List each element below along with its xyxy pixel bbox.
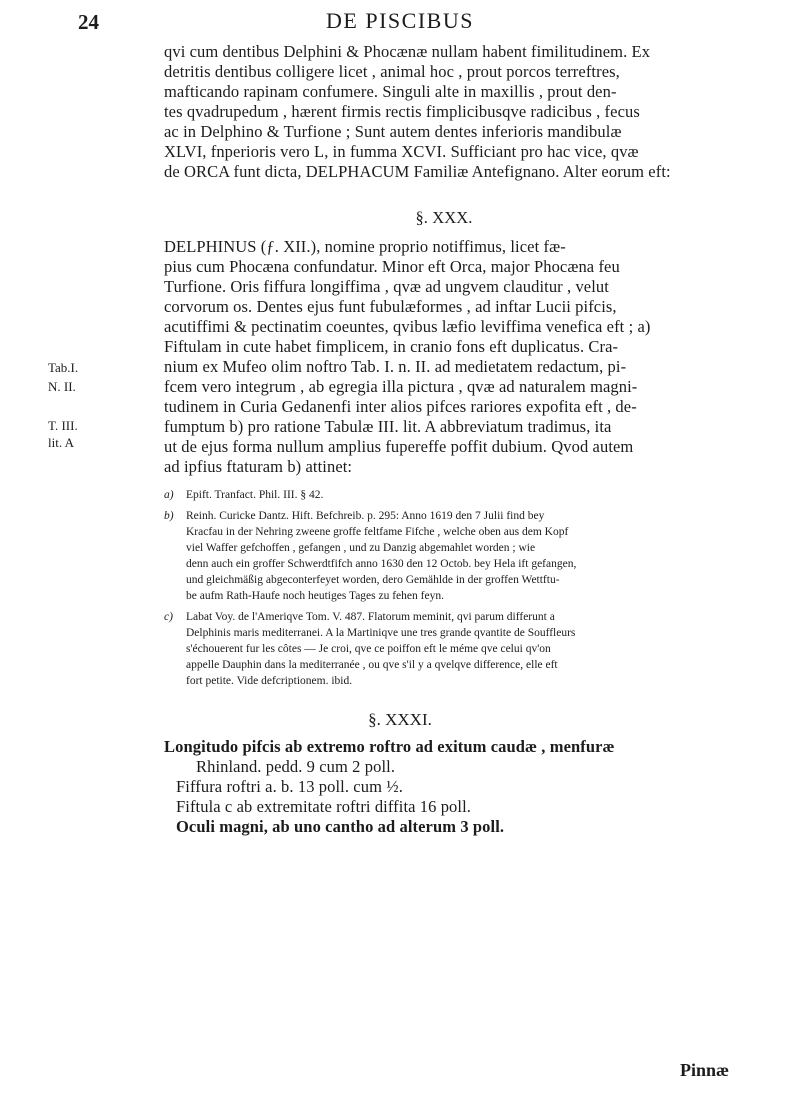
footnote-text: denn auch ein groffer Schwerdtfifch anno 1630 den 12 Octob. bey Hela ift gefangen, <box>186 558 577 570</box>
section-heading: §. XXX. <box>415 208 473 227</box>
footnote-marker: a) <box>164 489 174 501</box>
text-line: pius cum Phocæna confundatur. Minor eft Orca, major Phocæna feu <box>164 257 620 276</box>
text-line: ad ipfius ftaturam b) attinet: <box>164 457 353 476</box>
footnote-marker: b) <box>164 510 174 522</box>
footnote-text: Kracfau in der Nehring zweene groffe feltfame Fifche , welche oben aus dem Kopf <box>186 526 569 538</box>
text-line: corvorum os. Dentes ejus funt fubulæformes , ad inftar Lucii pifcis, <box>164 297 617 316</box>
text-line: mafticando rapinam confumere. Singuli alte in maxillis , prout den- <box>164 82 617 101</box>
text-line: nium ex Mufeo olim noftro Tab. I. n. II. ad medietatem redactum, pi- <box>164 357 627 376</box>
page-number: 24 <box>78 10 99 34</box>
text-line: Oculi magni, ab uno cantho ad alterum 3 poll. <box>176 817 505 836</box>
margin-note: T. III. <box>48 418 78 433</box>
margin-note: lit. A <box>48 435 75 450</box>
text-line: acutiffimi & pectinatim coeuntes, qvibus læfio leviffima venefica eft ; a) <box>164 317 651 336</box>
text-line: tes qvadrupedum , hærent firmis rectis fimplicibusqve radicibus , fecus <box>164 102 640 121</box>
text-line: de ORCA funt dicta, DELPHACUM Familiæ Antefignano. Alter eorum eft: <box>164 162 671 181</box>
footnote-text: fort petite. Vide defcriptionem. ibid. <box>186 675 353 687</box>
text-line: Fiffura roftri a. b. 13 poll. cum ½. <box>176 777 403 796</box>
text-line: Turfione. Oris fiffura longiffima , qvæ ad ungvem clauditur , velut <box>164 277 609 296</box>
footnote-text: appelle Dauphin dans la mediterranée , ou qve s'il y a qvelqve difference, elle eft <box>186 659 558 671</box>
margin-note: Tab.I. <box>48 360 79 375</box>
text-line: fcem vero integrum , ab egregia illa pictura , qvæ ad naturalem magni- <box>164 377 638 396</box>
footnote-text: Reinh. Curicke Dantz. Hift. Befchreib. p. 295: Anno 1619 den 7 Julii find bey <box>186 510 545 522</box>
text-line: Longitudo pifcis ab extremo roftro ad exitum caudæ , menfuræ <box>164 737 615 756</box>
text-line: XLVI, fnperioris vero L, in fumma XCVI. Sufficiant pro hac vice, qvæ <box>164 142 639 161</box>
footnote-marker: c) <box>164 611 173 623</box>
text-line: Rhinland. pedd. 9 cum 2 poll. <box>196 757 396 776</box>
footnote-text: viel Waffer gefchoffen , gefangen , und zu Danzig abgemahlet worden ; wie <box>186 542 536 554</box>
text-line: ut de ejus forma nullum amplius fupereffe poffit dubium. Qvod autem <box>164 437 634 456</box>
page-header <box>0 0 800 48</box>
text-line: DELPHINUS (ƒ. XII.), nomine proprio notiffimus, licet fæ- <box>164 237 566 256</box>
text-line: Fiftulam in cute habet fimplicem, in cranio fons eft duplicatus. Cra- <box>164 337 619 356</box>
footnote-text: Labat Voy. de l'Ameriqve Tom. V. 487. Flatorum meminit, qvi parum differunt a <box>186 611 555 623</box>
text-line: tudinem in Curia Gedanenfi inter alios pifces rariores expofita eft , de- <box>164 397 637 416</box>
text-line: qvi cum dentibus Delphini & Phocænæ nullam habent fimilitudinem. Ex <box>164 42 651 61</box>
footnote-b <box>164 509 724 525</box>
text-line: ac in Delphino & Turfione ; Sunt autem dentes inferioris mandibulæ <box>164 122 622 141</box>
section-heading: §. XXXI. <box>368 710 432 729</box>
footnote-text: be aufm Rath-Haufe noch heutiges Tages zu fehen feyn. <box>186 590 444 602</box>
footnote-c <box>164 610 724 626</box>
footnote-a <box>164 488 724 504</box>
running-head: DE PISCIBUS <box>326 8 474 33</box>
text-line: Fiftula c ab extremitate roftri diffita 16 poll. <box>176 797 471 816</box>
footnote-text: und gleichmäßig abgeconterfeyet worden, dero Gemählde in der groffen Wettftu- <box>186 574 560 586</box>
margin-note: N. II. <box>48 379 76 394</box>
text-line: fumptum b) pro ratione Tabulæ III. lit. A abbreviatum tradimus, ita <box>164 417 612 436</box>
text-line: detritis dentibus colligere licet , animal hoc , prout porcos terreftres, <box>164 62 620 81</box>
footnote-text: Delphinis maris mediterranei. A la Martiniqve une tres grande qvantite de Souffleurs <box>186 627 576 639</box>
footnote-text: Epift. Tranfact. Phil. III. § 42. <box>186 489 324 501</box>
catchword: Pinnæ <box>680 1060 730 1080</box>
footnote-text: s'échouerent fur les côtes — Je croi, qve ce poiffon eft le méme qve celui qv'on <box>186 643 551 655</box>
